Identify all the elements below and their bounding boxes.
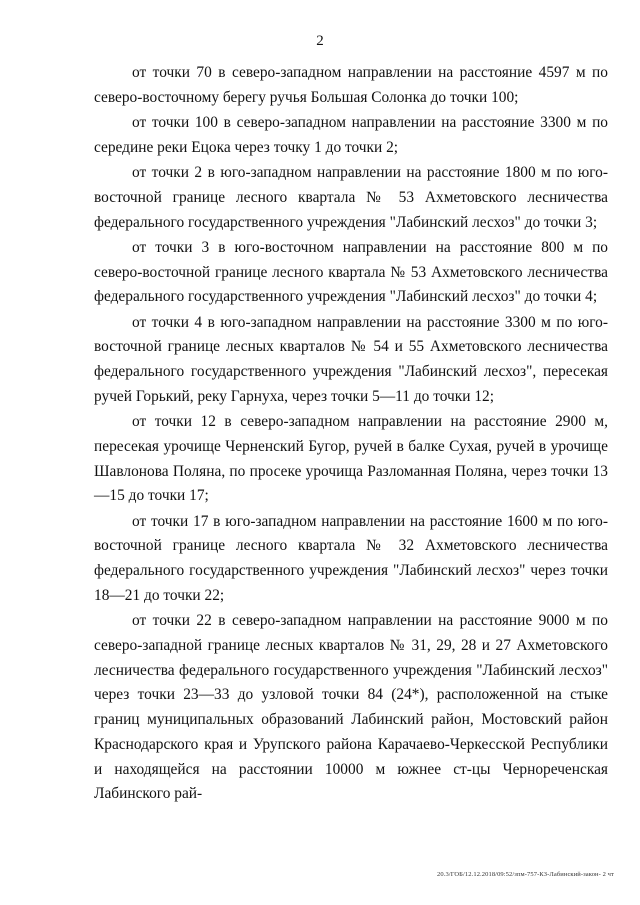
paragraph-1: от точки 70 в северо-западном направлении на расстояние 4597 м по северо-восточному берегу ручья Большая Солонка до точки 100; bbox=[94, 64, 608, 106]
paragraph-6: от точки 12 в северо-западном направлении на расстояние 2900 м, пересекая урочище Черненский Бугор, ручей в балке Сухая, ручей в урочище Шавлонова Поляна, по просеке урочища Разломанная Поляна, через точки 13—15 до точки 17; bbox=[94, 413, 608, 505]
paragraph-4: от точки 3 в юго-восточном направлении на расстояние 800 м по северо-восточной границе лесного квартала № 53 Ахметовского лесничества федерального государственного учреждения "Лабинский лесхоз" до точки 4; bbox=[94, 238, 608, 306]
document-body bbox=[94, 61, 608, 807]
paragraph-3: от точки 2 в юго-западном направлении на расстояние 1800 м по юго-восточной границе лесного квартала № 53 Ахметовского лесничества федерального государственного учреждения "Лабинский лесхоз" до точки 3; bbox=[94, 164, 608, 231]
paragraph-8: от точки 22 в северо-западном направлении на расстояние 9000 м по северо-западной границе лесных кварталов № 31, 29, 28 и 27 Ахметовского лесничества федерального государственного учреждения "Лабинский лесхоз" через точки 23—33 до узловой точки 84 (24*), расположенной на стыке границ муниципальных образований Лабинский район, Мостовский район Краснодарского края и Урупского района Карачаево-Черкесской Республики и находящейся на расстоянии 10000 м южнее ст-цы Чернореченская Лабинского рай- bbox=[94, 612, 608, 803]
document-footer-code: 20.3/ГОБ/12.12.2018/09:52/зпм-757-КЗ-Лабинский-закон- 2 чт bbox=[437, 871, 614, 878]
page-number: 2 bbox=[316, 33, 324, 49]
paragraph-7: от точки 17 в юго-западном направлении на расстояние 1600 м по юго-восточной границе лесного квартала № 32 Ахметовского лесничества федерального государственного учреждения "Лабинский лесхоз" через точки 18—21 до точки 22; bbox=[94, 512, 608, 604]
paragraph-5: от точки 4 в юго-западном направлении на расстояние 3300 м по юго-восточной границе лесных кварталов № 54 и 55 Ахметовского лесничества федерального государственного учреждения "Лабинский лесхоз", пересекая ручей Горький, реку Гарнуха, через точки 5—11 до точки 12; bbox=[94, 313, 608, 405]
paragraph-2: от точки 100 в северо-западном направлении на расстояние 3300 м по середине реки Ецока через точку 1 до точки 2; bbox=[94, 114, 608, 156]
